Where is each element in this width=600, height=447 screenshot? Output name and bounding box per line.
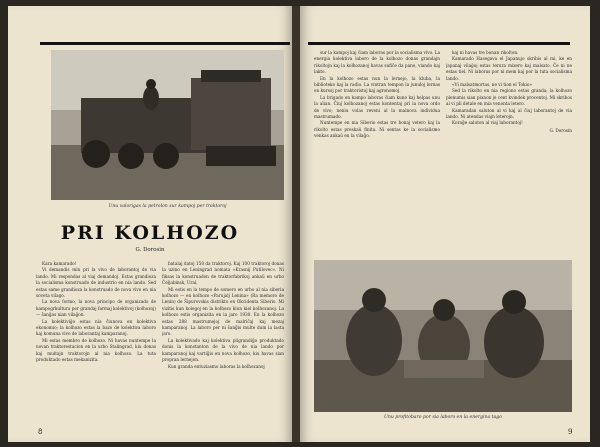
right-column-1 (314, 50, 440, 256)
paragraph: kaj ni havas tre bonan rikolton. (452, 50, 519, 55)
article-title: PRI KOLHOZO (60, 222, 240, 244)
paragraph: batalaj datoj 150 da traktoroj. Kaj 100 traktoroj donas la uzino en Leningrad nomata «Krasnij Putilovec». Ni fiksas la konstruadon de traktorfabrikoj ankaŭ en urbo Ĉeljabinsk, Ural. (162, 261, 284, 286)
left-column-2 (162, 261, 284, 427)
paragraph: La kolektiviĝo estas nia ĉiunova en kolektiva ekonomio; la kolhozo estas la bazo de kolektiva laboro kaj komuna vivo de laborantaj kamparanoj. (36, 318, 156, 337)
paragraph: La nova formo, la nova principo de organizado de kampogrkultura per grandaj farmaj kolektivoj (kolhozoj) — ŝanĝas nian vilaĝon. (36, 299, 156, 318)
paragraph: Kara kamarado! (42, 261, 77, 266)
paragraph: Kamarado Hasegava el Japanujo skribis al mi, ke en japanaj vilaĝoj estas terura mizero kaj malsato. Ĉe ni ne estas tiel. Ni laboras por ni mem kaj por la tuta socialisma lando. (446, 56, 572, 81)
right-page (300, 6, 590, 442)
page-number-right: 9 (568, 428, 573, 436)
top-rule-right (308, 42, 570, 45)
signature: G. Dorosin (549, 127, 572, 133)
tractor-photo (51, 50, 284, 200)
paragraph: Vi demandis min pri la vivo de laborantoj de via lando. Mi respondas al viaj demandoj. Estas grandioza la socialisma konstruado de industrio en nia lando. Sed estas same grandioza la konstruado de nova vivo en nia soveta vilago. (36, 267, 156, 299)
workers-photo (314, 260, 572, 412)
left-column-1 (36, 261, 156, 427)
left-page (8, 6, 292, 442)
article-author: G. Dorosin (135, 247, 165, 253)
paragraph: Kun granda entuziasmo laboras la kolhozanoj (168, 363, 265, 369)
top-rule-left (40, 42, 290, 45)
paragraph: Kamaradan saluton al vi kaj al ĉiuj laborantoj de via lando. Ni atendas viajn leterojn. (446, 107, 572, 120)
paragraph: En la kolhozo estas nun la lernejo, la kluba, la biblioteko kaj la radio. La vintran tempon la junuloj lernas en kursoj por traktoristoj kaj agronomoj. (314, 75, 440, 94)
paragraph: La brigado en kampo laboras ĉiam kune kaj helpas unu la alian. Ĉiuj kolhozanoj estas kontentaj pri la nova ordo de vivo; neniu volas reveni al la malnova individua mastrumado. (314, 94, 440, 120)
photo-caption-right: Unu profitobaro por sia laboro en la energina tago (384, 415, 502, 420)
right-column-2 (446, 50, 572, 256)
paragraph: «Vi malsatmortas, ne vi tion el Tokio» (452, 82, 533, 88)
paragraph: sur la kampoj kaj ĉiam laboras por la socialisma vivo. La energia kolektiva laboro de la kolhozo donas grandajn rikoltojn kaj la kolhozanoj havas sufiĉe da pano, viando kaj lakto. (314, 50, 440, 75)
paragraph: La kolektivado kaj kolektiva pligrandiĝo produktado donis la konstanton de la vivo de nia lando por kamparanoj kaj vartiĝis en nova kolhozo, kiu havas sian propran lernejon. (162, 337, 284, 363)
photo-caption-left: Unu valorigas la petrolon sur kampoj per traktoroj (108, 204, 227, 209)
book-gutter (292, 6, 300, 442)
paragraph: Koraĝe saluton al viaj laborantoj! (452, 120, 523, 126)
paragraph: Sed la rikolto en nia regiono estas granda; la kolhozo plenumis sian planon je cent kvindek procentoj. Mi skribos al vi pli detale en mia venonta letero. (446, 88, 572, 107)
paragraph: Nuntempe en nia Siberio estas tre bonaj vetero kaj la rikolto estas preskaŭ finita. Ni sentas ke la socialismo venkas ankaŭ en la vilaĝo. (314, 120, 440, 139)
paragraph: Mi estas membro de kolhozo. Ni havas nuntempe la novan traktorestacion en la urbo Stalingrad, kiu donas kaj multajn traktorojn al nia kolhozo. La tuta produktado estas mekanizita. (36, 337, 156, 363)
paragraph: Mi estis en la tempo de somero en urbo al nia siberia kolhozo — en kolhozo «Parujalj Lenina» (Ra memoro de Lenin) de Ŝipurovskis distrikto en Okcidenta Siberio. Mi vizitis kun kolegoj en la kolhozo kiun kiel kolhozanoj. La kolhozo estis organizita en la jaro 1930. En la kolhozo estas 288 mastrumejoj de malriĉaj kaj mezaj kamparanoj. La laboro per ni ŝanĝis multe dum la lasta jaro. (162, 286, 284, 337)
page-number-left: 8 (38, 428, 43, 436)
